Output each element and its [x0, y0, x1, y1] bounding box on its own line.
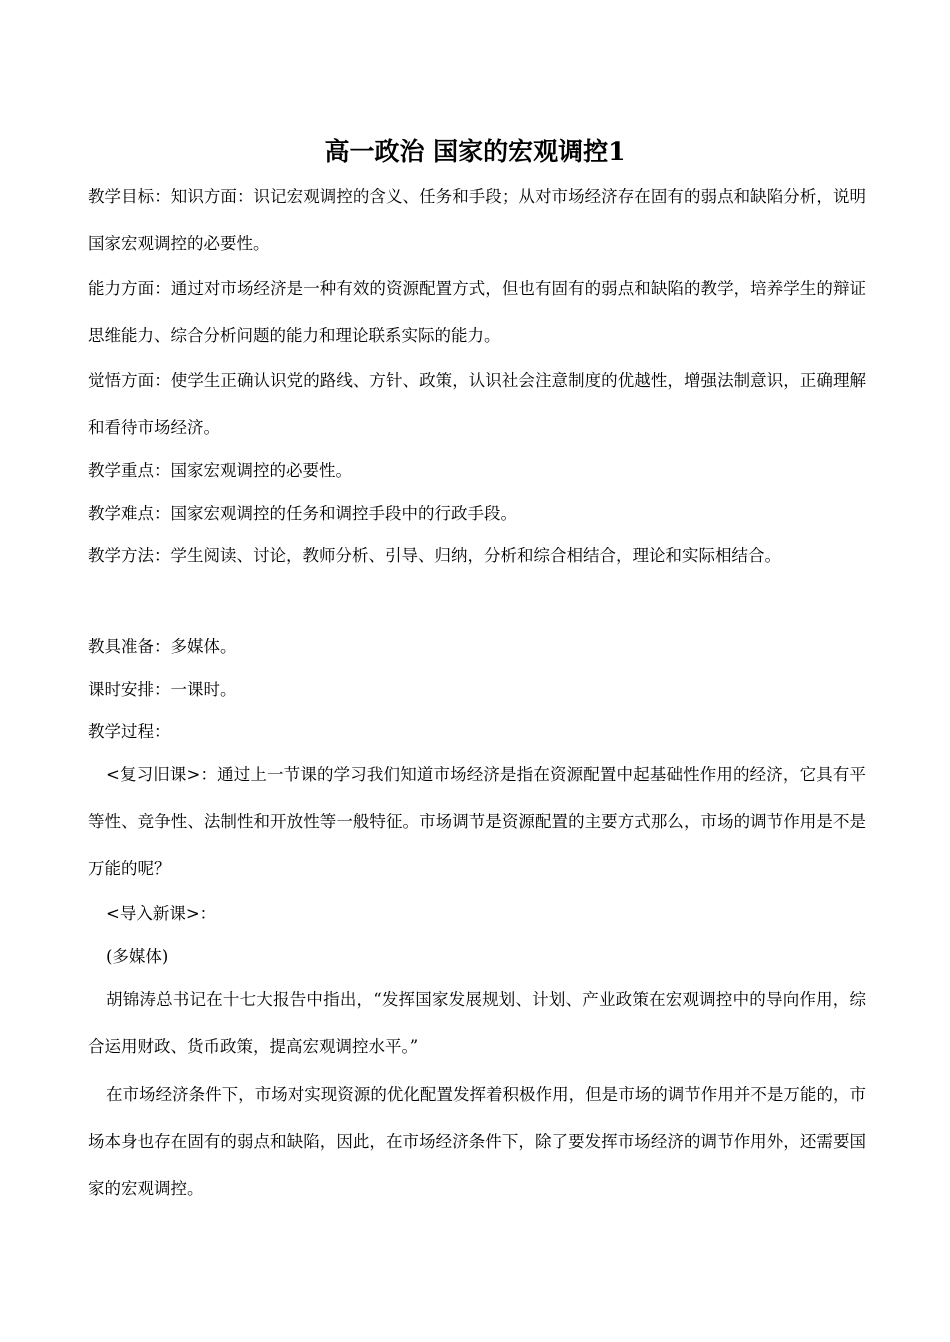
paragraph-teaching-method: 教学方法：学生阅读、讨论，教师分析、引导、归纳，分析和综合相结合，理论和实际相结合。	[88, 546, 781, 565]
paragraph-multimedia: (多媒体)	[106, 947, 169, 966]
paragraph-market-economy: 在市场经济条件下，市场对实现资源的优化配置发挥着积极作用，但是市场的调节作用并不是万能的，市场本身也存在固有的弱点和缺陷，因此，在市场经济条件下，除了要发挥市场经济的调节作用外，还需要国家的宏观调控。	[88, 1085, 866, 1198]
paragraph-teaching-aids: 教具准备：多媒体。	[88, 637, 237, 656]
paragraph-class-hours: 课时安排：一课时。	[88, 680, 237, 699]
paragraph-key-point: 教学重点：国家宏观调控的必要性。	[88, 461, 352, 480]
paragraph-teaching-goals-awareness: 觉悟方面：使学生正确认识党的路线、方针、政策，认识社会注意制度的优越性，增强法制意识，正确理解和看待市场经济。	[88, 371, 866, 437]
paragraph-review: <复习旧课>：通过上一节课的学习我们知道市场经济是指在资源配置中起基础性作用的经济，它具有平等性、竞争性、法制性和开放性等一般特征。市场调节是资源配置的主要方式那么，市场的调节作用是不是万能的呢？	[88, 765, 866, 878]
document-title: 高一政治 国家的宏观调控1	[324, 137, 626, 166]
paragraph-quote: 胡锦涛总书记在十七大报告中指出，“发挥国家发展规划、计划、产业政策在宏观调控中的导向作用，综合运用财政、货币政策，提高宏观调控水平。”	[88, 990, 866, 1056]
paragraph-teaching-process: 教学过程：	[88, 722, 171, 741]
paragraph-difficulty: 教学难点：国家宏观调控的任务和调控手段中的行政手段。	[88, 504, 517, 523]
paragraph-teaching-goals-knowledge: 教学目标：知识方面：识记宏观调控的含义、任务和手段；从对市场经济存在固有的弱点和缺陷分析，说明国家宏观调控的必要性。	[88, 187, 866, 253]
paragraph-teaching-goals-ability: 能力方面：通过对市场经济是一种有效的资源配置方式，但也有固有的弱点和缺陷的教学，培养学生的辩证思维能力、综合分析问题的能力和理论联系实际的能力。	[88, 279, 866, 345]
paragraph-new-lesson: <导入新课>：	[106, 904, 217, 923]
